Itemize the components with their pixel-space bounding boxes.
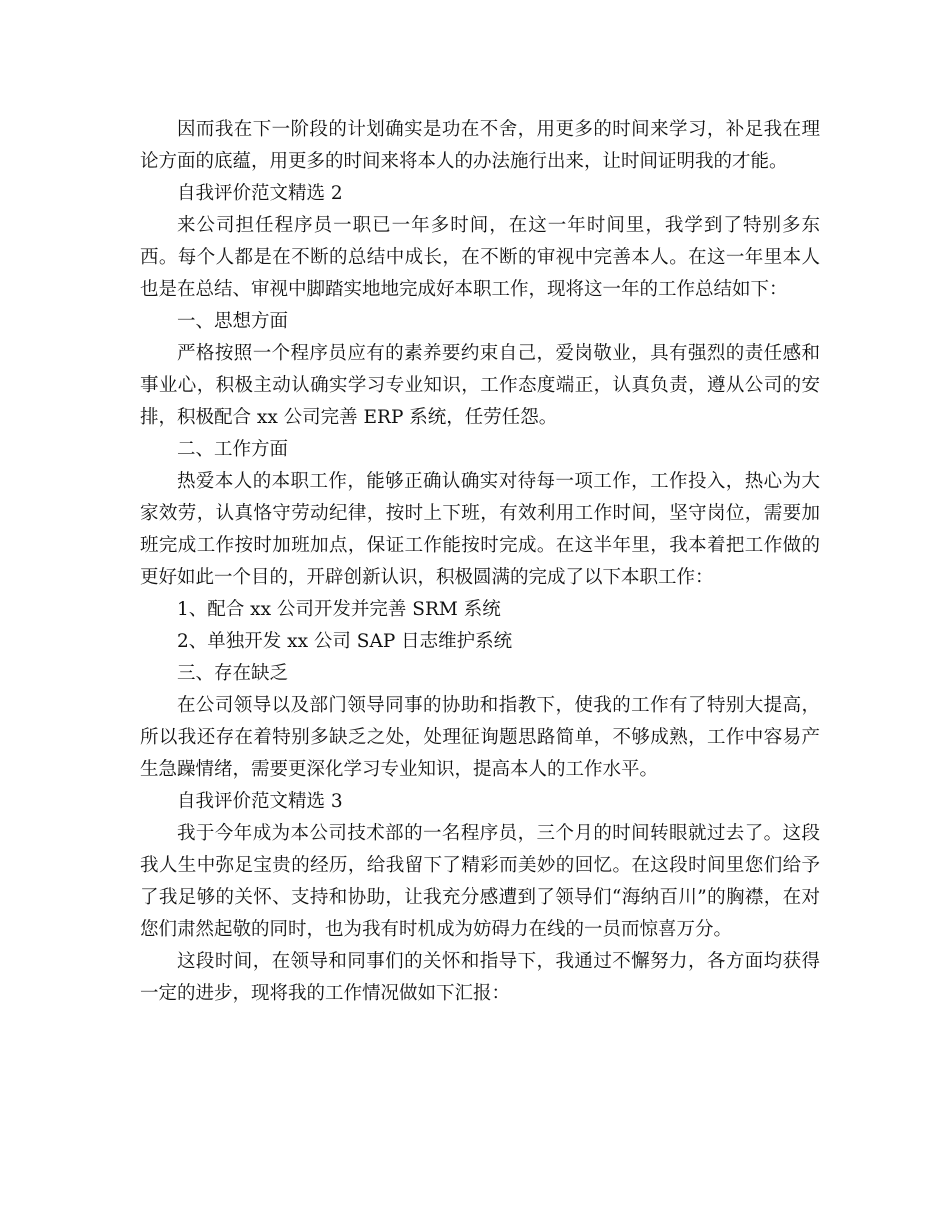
section-heading: 自我评价范文精选 2	[177, 183, 343, 204]
subsection-heading: 三、存在缺乏	[177, 663, 289, 684]
body-paragraph: 热爱本人的本职工作，能够正确认确实对待每一项工作，工作投入，热心为大家效劳，认真恪守劳动纪律，按时上下班，有效利用工作时间，坚守岗位，需要加班完成工作按时加班加点，保证工作能按时完成。在这半年里，我本着把工作做的更好如此一个目的，开辟创新认识，积极圆满的完成了以下本职工作：	[140, 471, 820, 588]
subsection-heading: 二、工作方面	[177, 439, 289, 460]
body-paragraph: 因而我在下一阶段的计划确实是功在不舍，用更多的时间来学习，补足我在理论方面的底蕴，用更多的时间来将本人的办法施行出来，让时间证明我的才能。	[140, 119, 820, 172]
body-paragraph: 来公司担任程序员一职已一年多时间，在这一年时间里，我学到了特别多东西。每个人都是在不断的总结中成长，在不断的审视中完善本人。在这一年里本人也是在总结、审视中脚踏实地地完成好本职工作，现将这一年的工作总结如下：	[140, 215, 820, 300]
section-heading: 自我评价范文精选 3	[177, 791, 343, 812]
list-item: 2、单独开发 xx 公司 SAP 日志维护系统	[177, 631, 513, 652]
body-paragraph: 严格按照一个程序员应有的素养要约束自己，爱岗敬业，具有强烈的责任感和事业心，积极主动认确实学习专业知识，工作态度端正，认真负责，遵从公司的安排，积极配合 xx 公司完善 ERP 系统，任劳任怨。	[140, 343, 820, 428]
body-paragraph: 我于今年成为本公司技术部的一名程序员，三个月的时间转眼就过去了。这段我人生中弥足宝贵的经历，给我留下了精彩而美妙的回忆。在这段时间里您们给予了我足够的关怀、支持和协助，让我充分感遭到了领导们“海纳百川”的胸襟，在对您们肃然起敬的同时，也为我有时机成为妨碍力在线的一员而惊喜万分。	[140, 823, 820, 940]
body-paragraph: 在公司领导以及部门领导同事的协助和指教下，使我的工作有了特别大提高，所以我还存在着特别多缺乏之处，处理征询题思路简单，不够成熟，工作中容易产生急躁情绪，需要更深化学习专业知识，提高本人的工作水平。	[140, 695, 820, 780]
subsection-heading: 一、思想方面	[177, 311, 289, 332]
document-body	[140, 114, 820, 1010]
body-paragraph: 这段时间，在领导和同事们的关怀和指导下，我通过不懈努力，各方面均获得一定的进步，现将我的工作情况做如下汇报：	[140, 951, 820, 1004]
list-item: 1、配合 xx 公司开发并完善 SRM 系统	[177, 599, 501, 620]
